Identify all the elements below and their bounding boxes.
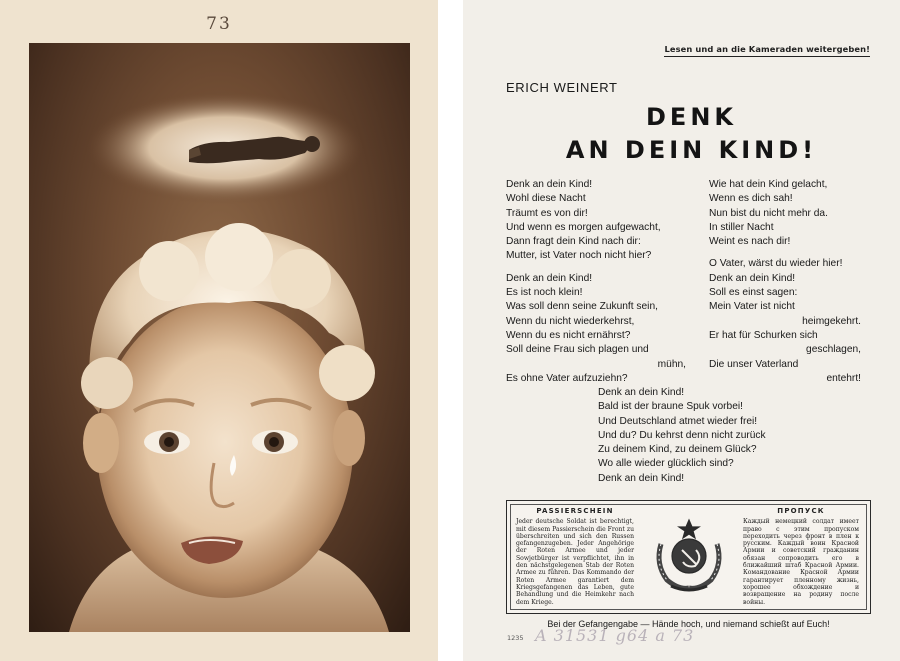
poem-line: Es ohne Vater aufzuziehn? <box>506 372 628 384</box>
author-name: ERICH WEINERT <box>506 80 618 95</box>
poem-line: Was soll denn seine Zukunft sein, <box>506 301 658 313</box>
poem-center-stanza <box>598 386 798 486</box>
pass-german-text: Jeder deutsche Soldat ist berechtigt, mit diesem Passierschein die Front zu überschreiten und sich den Russen gefangenzugeben. Jeder Angehörige der Roten Armee und jeder Sowjetbürger ist verpflichtet, ihn in den nächstgelegenen Stab der Roten Armee zu führen. Das Kommando der Roten Armee garantiert dem Kriegsgefangenen das Leben, gute Behandlung und die Heimkehr nach dem Kriege. <box>516 518 634 606</box>
left-page <box>0 0 438 661</box>
poem-line: Soll es einst sagen: <box>709 287 798 299</box>
poem-line: In stiller Nacht <box>709 221 774 233</box>
poem-line: Er hat für Schurken sich <box>709 329 818 341</box>
handwritten-archive-note: A 31531 g64 a 73 <box>535 626 695 645</box>
poem-stanza <box>709 178 861 249</box>
poem-line: Denk an dein Kind! <box>598 387 685 398</box>
poem-line: geschlagen, <box>806 344 861 356</box>
right-page <box>463 0 900 661</box>
poem-line: Denk an dein Kind! <box>709 272 796 284</box>
pass-german-heading: PASSIERSCHEIN <box>536 507 614 515</box>
pass-russian-column <box>743 508 859 606</box>
poem-stanza <box>506 178 686 264</box>
soviet-coat-of-arms-icon <box>649 514 729 594</box>
pass-russian-heading: ПРОПУСК <box>777 507 825 515</box>
title-line-2: AN DEIN KIND! <box>565 136 818 164</box>
poem-line: Wo alle wieder glücklich sind? <box>598 458 734 470</box>
poem-line: Zu deinem Kind, zu deinem Glück? <box>598 444 757 456</box>
poem-line: Und Deutschland atmet wieder frei! <box>598 415 758 427</box>
poem-line: Wenn du es nicht ernährst? <box>506 329 631 341</box>
sepia-photomontage <box>29 43 410 632</box>
poem-left-column <box>506 178 686 394</box>
archive-number: 1235 <box>507 634 524 642</box>
poem-line: Denk an dein Kind! <box>506 179 593 190</box>
pass-russian-text: Каждый немецкий солдат имеет право с этим пропуском переходить через фронт в плен к русским. Каждый воин Красной Армии и советский гражданин обязан сопроводить его в ближайший штаб Красной Армии. Командование Красной Армии гарантирует пленному жизнь, хорошее обхождение и возвращение на родину после войны. <box>743 518 859 606</box>
poem-line: Die unser Vaterland <box>709 358 799 370</box>
instruction-line: Lesen und an die Kameraden weitergeben! <box>664 44 870 57</box>
poem-line: O Vater, wärst du wieder hier! <box>709 258 843 270</box>
poem-line: Nun bist du nicht mehr da. <box>709 207 828 219</box>
poem-line: Und du? Du kehrst denn nicht zurück <box>598 429 766 441</box>
poem-line: Es ist noch klein! <box>506 287 583 299</box>
poem-line: Wenn du nicht wiederkehrst, <box>506 315 635 327</box>
poem-right-column <box>709 178 861 394</box>
page-number: 73 <box>206 14 232 34</box>
poem-stanza <box>506 272 686 386</box>
poem-line: Soll deine Frau sich plagen und <box>506 344 649 356</box>
poem-line: Weint es nach dir! <box>709 236 791 248</box>
poem-line: Dann fragt dein Kind nach dir: <box>506 236 641 248</box>
pass-german-column <box>516 508 634 606</box>
poem-line: Träumt es von dir! <box>506 207 588 219</box>
pass-footer: Bei der Gefangengabe — Hände hoch, und niemand schießt auf Euch! <box>547 619 830 629</box>
poem-line: Bald ist der braune Spuk vorbei! <box>598 401 743 413</box>
title-line-1: DENK <box>646 103 737 131</box>
poem-line: heimgekehrt. <box>802 315 861 327</box>
poem-line: Mutter, ist Vater noch nicht hier? <box>506 250 652 262</box>
poem-line: Denk an dein Kind! <box>506 272 593 284</box>
poem-line: Wie hat dein Kind gelacht, <box>709 179 828 190</box>
photomontage-image <box>29 43 410 632</box>
poem-stanza <box>709 257 861 386</box>
safe-conduct-pass <box>506 500 871 614</box>
poem-line: mühn, <box>657 358 686 370</box>
poem-line: Wenn es dich sah! <box>709 193 793 205</box>
poem-line: entehrt! <box>826 372 861 384</box>
poem-line: Denk an dein Kind! <box>598 472 685 484</box>
poem-line: Mein Vater ist nicht <box>709 301 795 313</box>
poem-line: Und wenn es morgen aufgewacht, <box>506 221 661 233</box>
poem-line: Wohl diese Nacht <box>506 193 586 205</box>
